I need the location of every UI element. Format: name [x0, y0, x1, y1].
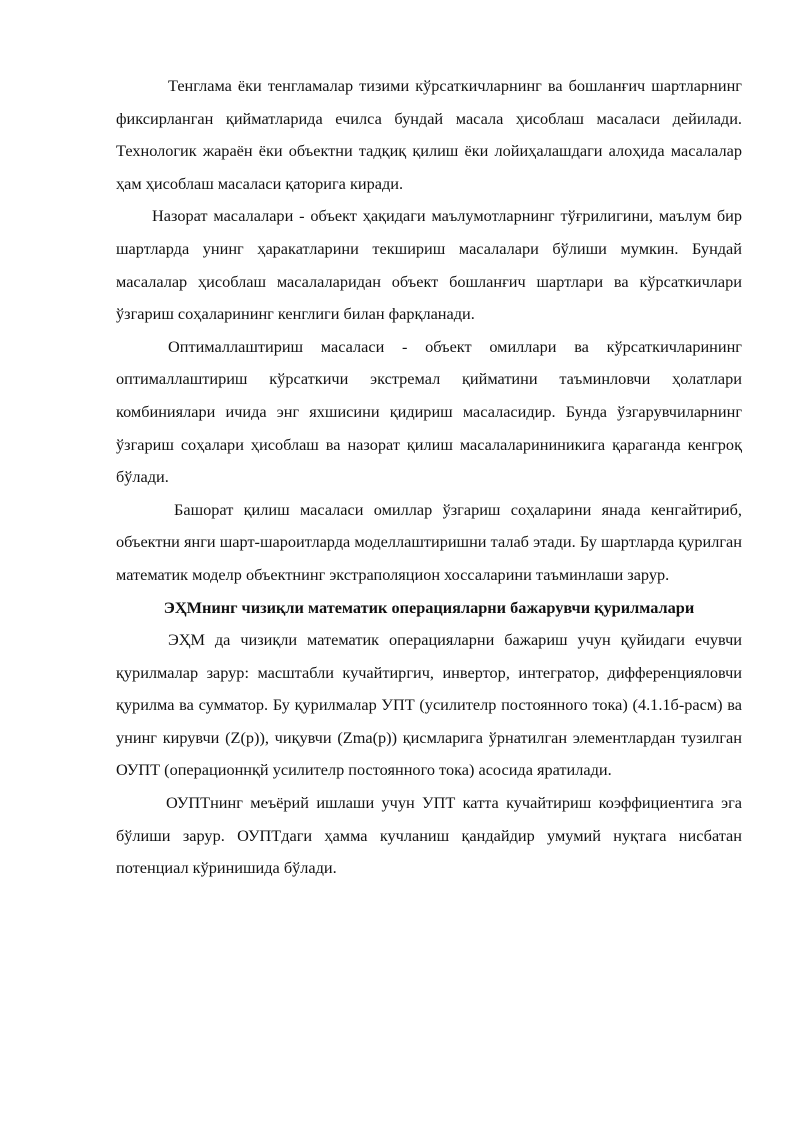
- paragraph-control-task: Назорат масалалари - объект ҳақидаги маълумотларнинг тўғрилигини, маълум бир шартларда унинг ҳаракатларини текшириш масалалари бўлиши мумкин. Бундай масалалар ҳисоблаш масалаларидан объект бошланғич шартлари ва кўрсаткичлари ўзгариш соҳаларининг кенглиги билан фарқланади.: [116, 206, 742, 324]
- paragraph-optimization-task: Оптималлаштириш масаласи - объект омиллари ва кўрсаткичларининг оптималлаштириш кўрсаткичи экстремал қийматини таъминловчи ҳолатлари комбиниялари ичида энг яхшисини қидириш масаласидир. Бунда ўзгарувчиларнинг ўзгариш соҳалари ҳисоблаш ва назорат қилиш масалаларининикига қараганда кенгроқ бўлади.: [116, 336, 742, 487]
- paragraph-linear-devices: ЭҲМ да чизиқли математик операцияларни бажариш учун қуйидаги ечувчи қурилмалар зарур: масштабли кучайтиргич, инвертор, интегратор, дифференцияловчи қурилма ва сумматор. Бу қурилмалар УПТ (усилителр постоянного тока) (4.1.1б-расм) ва унинг кирувчи (Z(p)), чиқувчи (Zma(p)) қисмларига ўрнатилган элементлардан тузилган ОУПТ (операционнқй усилителр постоянного тока) асосида яратилади.: [116, 630, 742, 780]
- paragraph-computation-task: Тенглама ёки тенгламалар тизими кўрсаткичларнинг ва бошланғич шартларнинг фиксирланган қийматларида ечилса бундай масала ҳисоблаш масаласи дейилади. Технологик жараён ёки объектни тадқиқ қилиш ёки лойиҳалашдаги алоҳида масалалар ҳам ҳисоблаш масаласи қаторига киради.: [116, 76, 742, 193]
- document-page: [116, 70, 742, 885]
- paragraph-oupt-operation: ОУПТнинг меъёрий ишлаши учун УПТ катта кучайтириш коэффициентига эга бўлиши зарур. ОУПТдаги ҳамма кучланиш қандайдир умумий нуқтага нисбатан потенциал кўринишида бўлади.: [116, 793, 742, 878]
- section-heading: ЭҲМнинг чизиқли математик операцияларни бажарувчи қурилмалари: [163, 597, 695, 617]
- paragraph-forecast-task: Башорат қилиш масаласи омиллар ўзгариш соҳаларини янада кенгайтириб, объектни янги шарт-шароитларда моделлаштиришни талаб этади. Бу шартларда қурилган математик моделр объектнинг экстраполяцион хоссаларини таъминлаши зарур.: [116, 499, 742, 584]
